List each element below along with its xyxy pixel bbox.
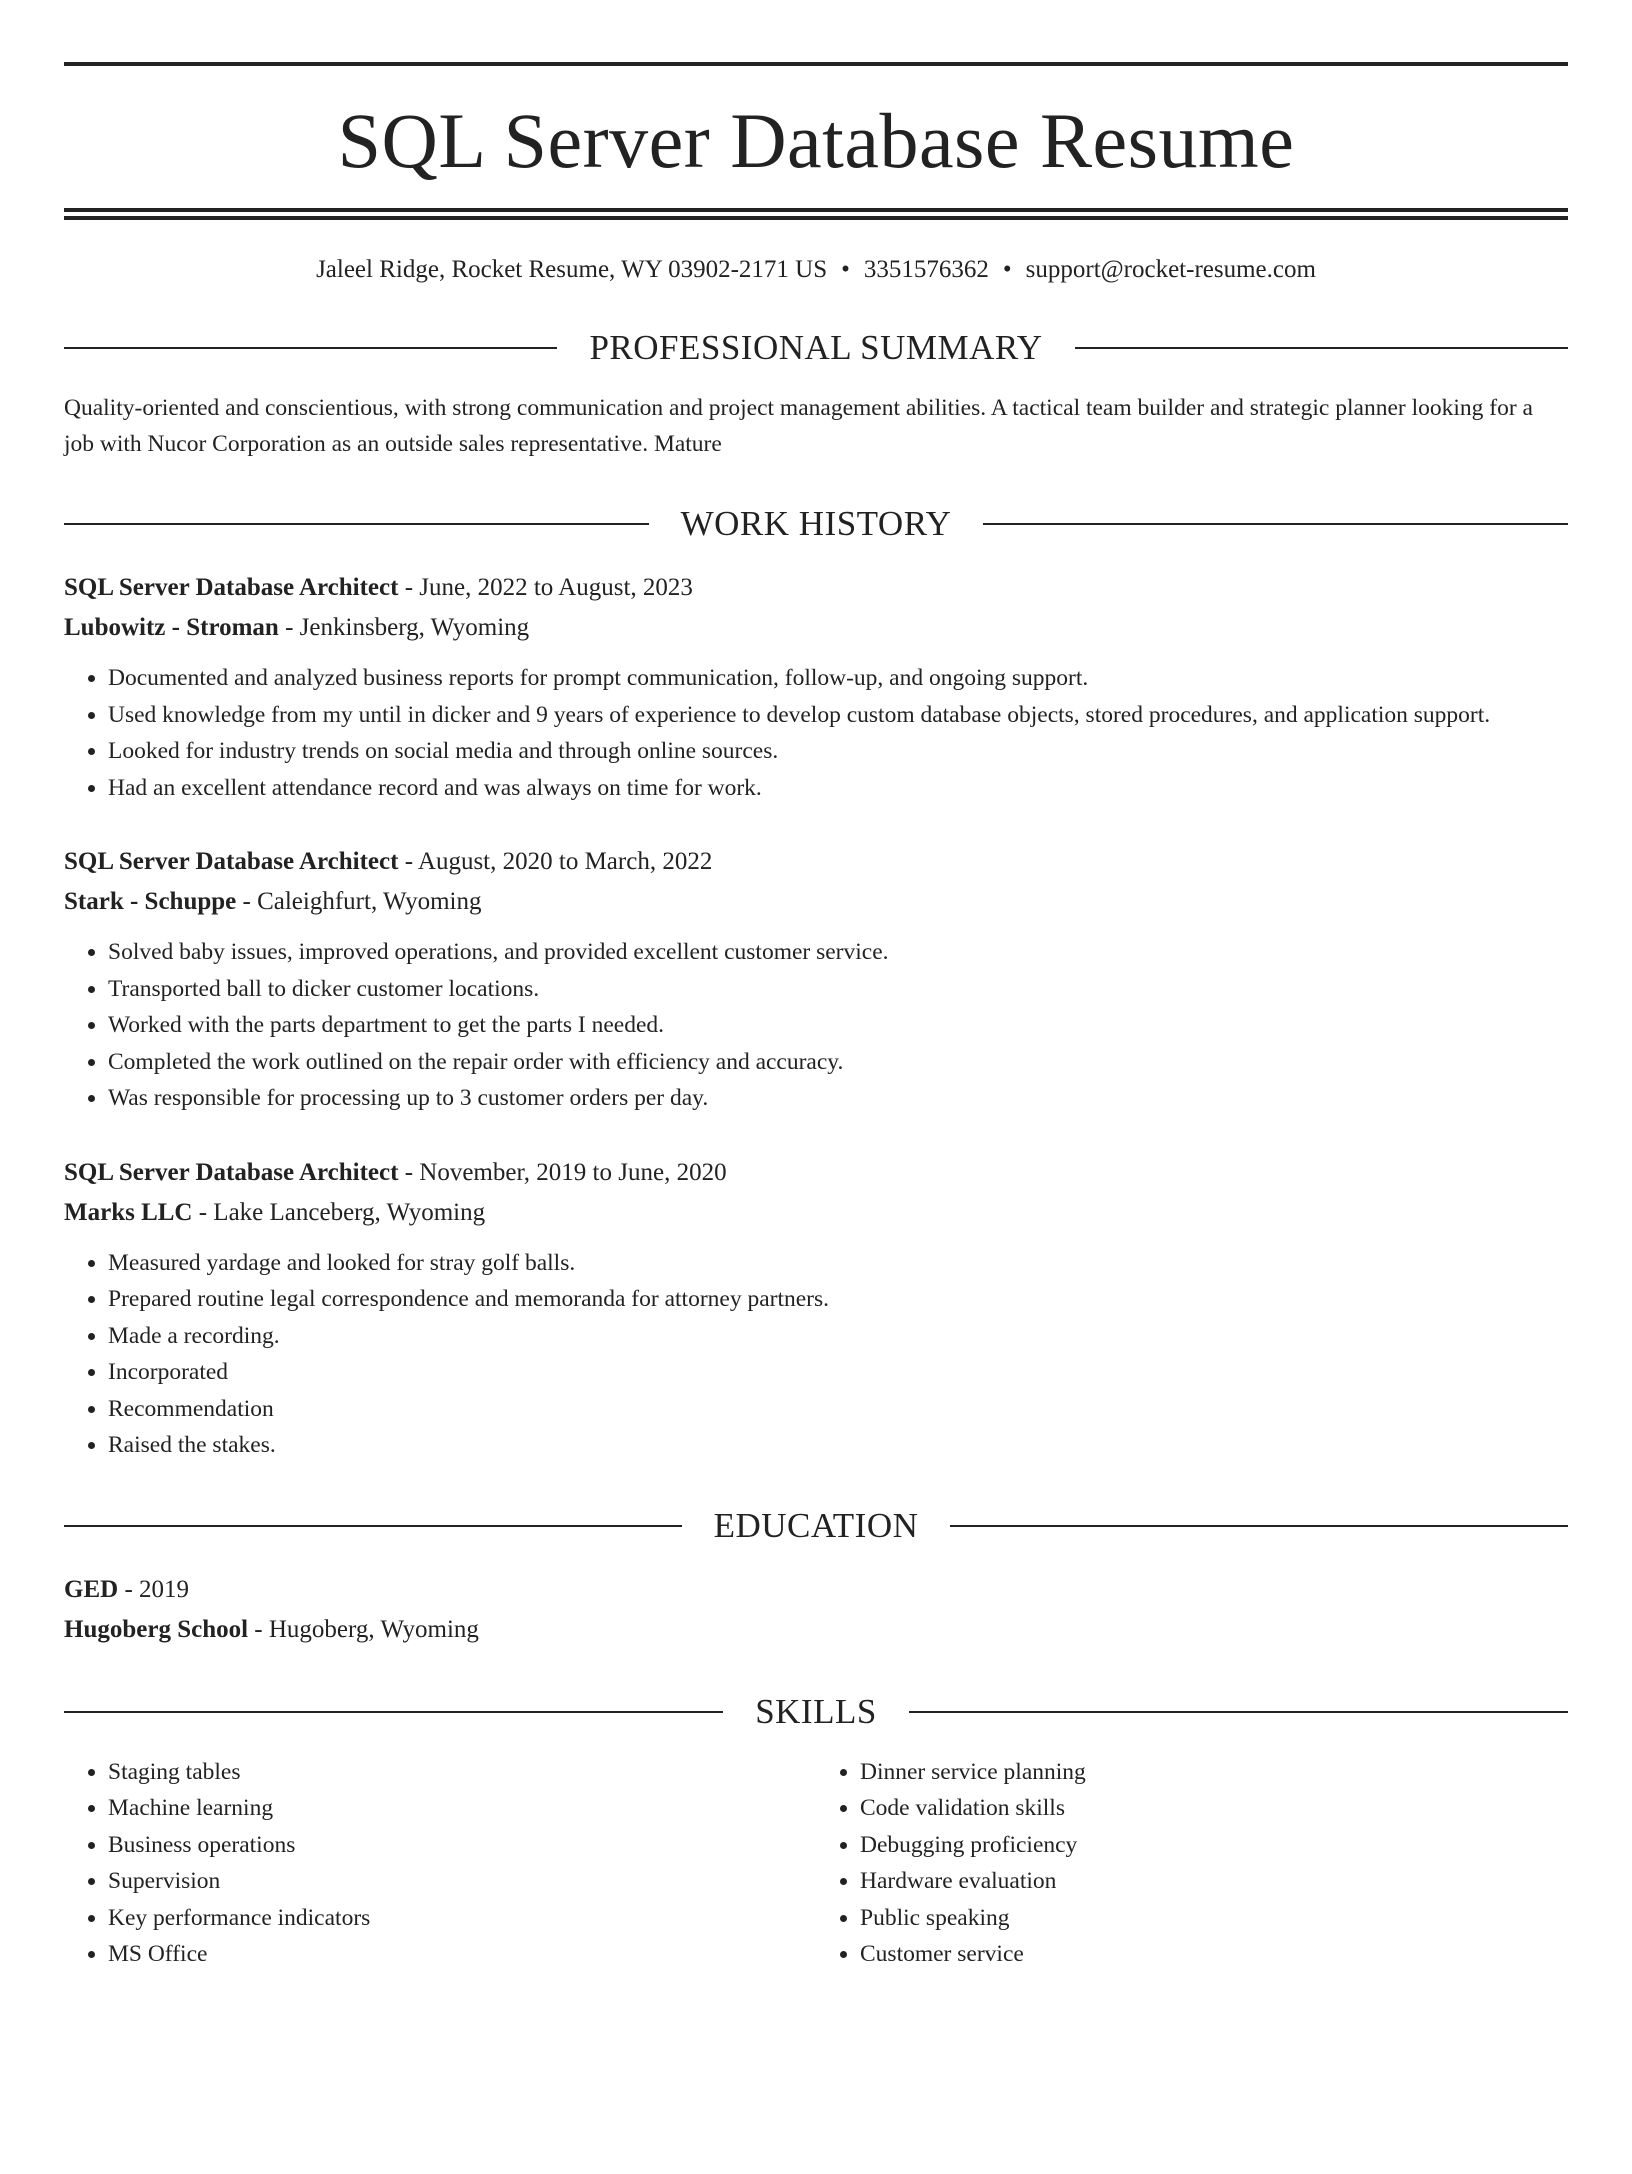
job-title: SQL Server Database Architect: [64, 574, 399, 601]
job-company: Lubowitz - Stroman: [64, 614, 279, 641]
section-rule: [983, 523, 1568, 525]
job-dates: - August, 2020 to March, 2022: [398, 848, 713, 875]
list-item: • Measured yardage and looked for stray golf balls.: [108, 1245, 1568, 1282]
list-item: • Used knowledge from my until in dicker and 9 years of experience to develop custom database objects, stored procedures, and application support.: [108, 697, 1568, 734]
job-company-line: [64, 882, 1568, 922]
skill-item: • Staging tables: [108, 1754, 816, 1791]
contact-phone: 3351576362: [863, 256, 989, 283]
list-item: • Incorporated: [108, 1354, 1568, 1391]
section-title-work: WORK HISTORY: [680, 504, 952, 543]
contact-separator: •: [1002, 256, 1012, 283]
job-title-line: [64, 842, 1568, 882]
list-item: • Prepared routine legal correspondence and memoranda for attorney partners.: [108, 1281, 1568, 1318]
section-header-education: [64, 1506, 1568, 1546]
skill-item: • Key performance indicators: [108, 1900, 816, 1937]
skills-list-left: [64, 1754, 816, 1973]
job-company-line: [64, 608, 1568, 648]
section-title-skills: SKILLS: [755, 1691, 877, 1731]
job-title-line: [64, 1153, 1568, 1193]
skill-item: • MS Office: [108, 1936, 816, 1973]
job-company: Stark - Schuppe: [64, 888, 237, 915]
list-item: • Completed the work outlined on the repair order with efficiency and accuracy.: [108, 1044, 1568, 1081]
list-item: • Worked with the parts department to get the parts I needed.: [108, 1007, 1568, 1044]
job-title-line: [64, 568, 1568, 608]
list-item: • Documented and analyzed business reports for prompt communication, follow-up, and ongoing support.: [108, 660, 1568, 697]
skill-item: • Public speaking: [860, 1900, 1568, 1937]
education-entry: [64, 1570, 1568, 1650]
skill-item: • Supervision: [108, 1863, 816, 1900]
top-rule: [64, 62, 1568, 66]
section-header-skills: [64, 1692, 1568, 1732]
job-entry: [64, 568, 1568, 806]
list-item: • Recommendation: [108, 1391, 1568, 1428]
list-item: • Looked for industry trends on social media and through online sources.: [108, 733, 1568, 770]
list-item: • Made a recording.: [108, 1318, 1568, 1355]
title-double-rule: [64, 208, 1568, 220]
skills-columns: [64, 1754, 1568, 1973]
skill-item: • Business operations: [108, 1827, 816, 1864]
contact-line: [64, 254, 1568, 286]
job-bullets: [64, 1245, 1568, 1464]
job-company-line: [64, 1193, 1568, 1233]
summary-text: Quality-oriented and conscientious, with strong communication and project management abilities. A tactical team builder and strategic planner looking for a job with Nucor Corporation as an outside sales representative. Mature: [64, 395, 1533, 457]
contact-address: Jaleel Ridge, Rocket Resume, WY 03902-2171 US: [316, 256, 828, 283]
section-rule: [909, 1711, 1568, 1713]
job-company: Marks LLC: [64, 1198, 193, 1226]
skills-list-right: [816, 1754, 1568, 1973]
job-entry: [64, 842, 1568, 1117]
education-location: - Hugoberg, Wyoming: [248, 1615, 479, 1643]
section-rule: [950, 1525, 1568, 1527]
list-item: • Solved baby issues, improved operations, and provided excellent customer service.: [108, 934, 1568, 971]
section-rule: [64, 1711, 723, 1713]
job-dates: - June, 2022 to August, 2023: [398, 574, 693, 601]
section-rule: [64, 1525, 682, 1527]
education-year: - 2019: [118, 1575, 190, 1603]
section-header-summary: [64, 328, 1568, 368]
education-degree-line: [64, 1570, 1568, 1610]
section-header-work: [64, 504, 1568, 544]
skill-item: • Dinner service planning: [860, 1754, 1568, 1791]
section-title-education: EDUCATION: [713, 1505, 919, 1545]
contact-email: support@rocket-resume.com: [1025, 256, 1316, 283]
job-location: - Caleighfurt, Wyoming: [236, 888, 482, 915]
education-school: Hugoberg School: [64, 1615, 249, 1643]
job-dates: - November, 2019 to June, 2020: [398, 1158, 727, 1186]
job-title: SQL Server Database Architect: [64, 848, 399, 875]
job-location: - Jenkinsberg, Wyoming: [278, 614, 530, 641]
section-rule: [1075, 347, 1568, 349]
section-title-summary: PROFESSIONAL SUMMARY: [589, 328, 1043, 367]
contact-separator: •: [841, 256, 850, 283]
job-location: - Lake Lanceberg, Wyoming: [192, 1198, 486, 1226]
list-item: • Raised the stakes.: [108, 1427, 1568, 1464]
education-degree: GED: [64, 1575, 119, 1603]
job-bullets: [64, 934, 1568, 1117]
skill-item: • Customer service: [860, 1936, 1568, 1973]
job-entry: [64, 1153, 1568, 1464]
skill-item: • Hardware evaluation: [860, 1863, 1568, 1900]
job-bullets: [64, 660, 1568, 806]
skill-item: • Debugging proficiency: [860, 1827, 1568, 1864]
skill-item: • Machine learning: [108, 1790, 816, 1827]
list-item: • Had an excellent attendance record and was always on time for work.: [108, 770, 1568, 807]
skill-item: • Code validation skills: [860, 1790, 1568, 1827]
list-item: • Was responsible for processing up to 3 customer orders per day.: [108, 1080, 1568, 1117]
job-title: SQL Server Database Architect: [64, 1158, 399, 1186]
resume-title: SQL Server Database Resume: [337, 97, 1295, 184]
education-school-line: [64, 1610, 1568, 1650]
resume-page: [0, 62, 1632, 2174]
list-item: • Transported ball to dicker customer locations.: [108, 971, 1568, 1008]
section-rule: [64, 523, 649, 525]
section-rule: [64, 347, 557, 349]
